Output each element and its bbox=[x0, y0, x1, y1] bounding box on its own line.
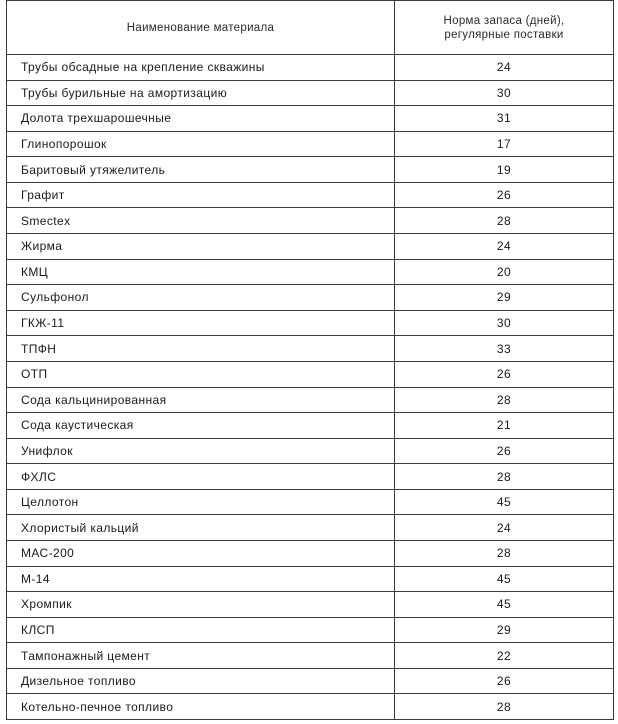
table-row bbox=[7, 336, 614, 362]
material-name-cell: М-14 bbox=[7, 566, 395, 592]
stock-days-cell: 28 bbox=[395, 387, 614, 413]
stock-days-cell: 30 bbox=[395, 310, 614, 336]
table-row bbox=[7, 234, 614, 260]
table-row bbox=[7, 694, 614, 720]
material-name-cell: КМЦ bbox=[7, 259, 395, 285]
materials-stock-table bbox=[6, 0, 614, 720]
stock-days-cell: 19 bbox=[395, 157, 614, 183]
table-row bbox=[7, 438, 614, 464]
stock-days-cell: 45 bbox=[395, 566, 614, 592]
table-row bbox=[7, 285, 614, 311]
material-name-cell: Жирма bbox=[7, 234, 395, 260]
material-name-cell: Smectex bbox=[7, 208, 395, 234]
stock-days-cell: 28 bbox=[395, 694, 614, 720]
stock-days-cell: 28 bbox=[395, 208, 614, 234]
stock-days-cell: 30 bbox=[395, 80, 614, 106]
material-name-cell: Долота трехшарошечные bbox=[7, 106, 395, 132]
table-row bbox=[7, 489, 614, 515]
material-name-cell: Сода кальцинированная bbox=[7, 387, 395, 413]
table-row bbox=[7, 464, 614, 490]
table-row bbox=[7, 515, 614, 541]
material-name-cell: Трубы бурильные на амортизацию bbox=[7, 80, 395, 106]
table-row bbox=[7, 643, 614, 669]
material-name-cell: МАС-200 bbox=[7, 540, 395, 566]
table-row bbox=[7, 157, 614, 183]
material-name-cell: Целлотон bbox=[7, 489, 395, 515]
table-row bbox=[7, 361, 614, 387]
table-row bbox=[7, 55, 614, 81]
stock-days-cell: 29 bbox=[395, 285, 614, 311]
material-name-cell: Трубы обсадные на крепление скважины bbox=[7, 55, 395, 81]
stock-days-cell: 24 bbox=[395, 55, 614, 81]
stock-days-cell: 26 bbox=[395, 438, 614, 464]
material-name-cell: ГКЖ-11 bbox=[7, 310, 395, 336]
header-material-name: Наименование материала bbox=[7, 1, 395, 55]
material-name-cell: Хромпик bbox=[7, 592, 395, 618]
stock-days-cell: 17 bbox=[395, 131, 614, 157]
stock-days-cell: 22 bbox=[395, 643, 614, 669]
table-row bbox=[7, 387, 614, 413]
stock-days-cell: 24 bbox=[395, 234, 614, 260]
material-name-cell: Унифлок bbox=[7, 438, 395, 464]
stock-days-cell: 45 bbox=[395, 489, 614, 515]
table-row bbox=[7, 413, 614, 439]
stock-days-cell: 33 bbox=[395, 336, 614, 362]
table-row bbox=[7, 592, 614, 618]
stock-days-cell: 31 bbox=[395, 106, 614, 132]
table-row bbox=[7, 182, 614, 208]
stock-days-cell: 21 bbox=[395, 413, 614, 439]
stock-days-cell: 24 bbox=[395, 515, 614, 541]
table-row bbox=[7, 566, 614, 592]
material-name-cell: КЛСП bbox=[7, 617, 395, 643]
stock-days-cell: 29 bbox=[395, 617, 614, 643]
header-stock-norm-line2: регулярные поставки bbox=[444, 28, 564, 41]
material-name-cell: Дизельное топливо bbox=[7, 668, 395, 694]
table-row bbox=[7, 259, 614, 285]
table-row bbox=[7, 310, 614, 336]
material-name-cell: ТПФН bbox=[7, 336, 395, 362]
table-header-row bbox=[7, 1, 614, 55]
table-row bbox=[7, 131, 614, 157]
material-name-cell: Сода каустическая bbox=[7, 413, 395, 439]
stock-days-cell: 45 bbox=[395, 592, 614, 618]
material-name-cell: Графит bbox=[7, 182, 395, 208]
stock-days-cell: 26 bbox=[395, 668, 614, 694]
stock-days-cell: 28 bbox=[395, 464, 614, 490]
material-name-cell: Баритовый утяжелитель bbox=[7, 157, 395, 183]
table-row bbox=[7, 540, 614, 566]
material-name-cell: Котельно-печное топливо bbox=[7, 694, 395, 720]
header-stock-norm bbox=[395, 1, 614, 55]
material-name-cell: Глинопорошок bbox=[7, 131, 395, 157]
table-row bbox=[7, 106, 614, 132]
material-name-cell: Тампонажный цемент bbox=[7, 643, 395, 669]
material-name-cell: ФХЛС bbox=[7, 464, 395, 490]
material-name-cell: Хлористый кальций bbox=[7, 515, 395, 541]
table-row bbox=[7, 668, 614, 694]
table-row bbox=[7, 208, 614, 234]
stock-days-cell: 20 bbox=[395, 259, 614, 285]
stock-days-cell: 26 bbox=[395, 182, 614, 208]
stock-days-cell: 28 bbox=[395, 540, 614, 566]
material-name-cell: ОТП bbox=[7, 361, 395, 387]
stock-days-cell: 26 bbox=[395, 361, 614, 387]
material-name-cell: Сульфонол bbox=[7, 285, 395, 311]
table-row bbox=[7, 80, 614, 106]
header-stock-norm-line1: Норма запаса (дней), bbox=[443, 14, 565, 27]
table-row bbox=[7, 617, 614, 643]
